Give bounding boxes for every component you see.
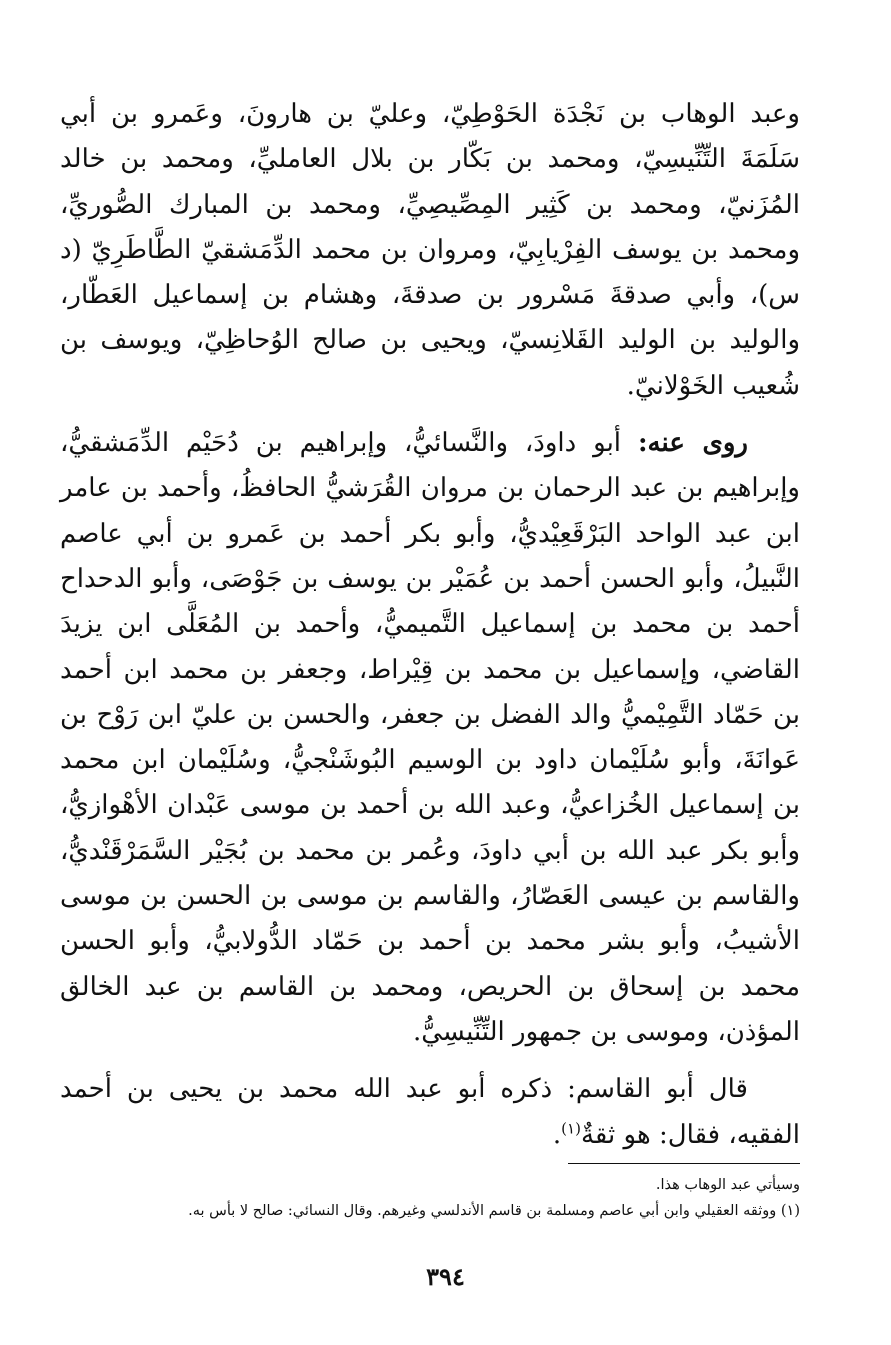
footnotes (30, 1172, 800, 1224)
footnote-reference: (١) (561, 1118, 581, 1137)
narrators-paragraph (60, 421, 800, 1055)
narrated-from-him-label: روى عنه: (637, 428, 748, 459)
footnote-note: وسيأتي عبد الوهاب هذا. (655, 1177, 800, 1193)
page-number: ٣٩٤ (426, 1262, 465, 1291)
evaluation-paragraph (60, 1067, 800, 1158)
footnote-divider (568, 1163, 800, 1164)
main-text (60, 92, 800, 1158)
evaluation-end: . (552, 1119, 562, 1150)
evaluation-text: قال أبو القاسم: ذكره أبو عبد الله محمد بن يحيى بن أحمد الفقيه، فقال: هو ثقةٌ (60, 1074, 800, 1150)
teachers-paragraph: وعبد الوهاب بن نَجْدَة الحَوْطِيّ، وعليّ بن هارونَ، وعَمرو بن أبي سَلَمَةَ التِّنِّيسِيّ، ومحمد بن بَكّار بن بلال العامليِّ، ومحمد بن خالد المُزَنيّ، ومحمد بن كَثِير المِصِّيصِيِّ، ومحمد بن المبارك الصُّوريِّ، ومحمد بن يوسف الفِرْيابِيّ، ومروان بن محمد الدِّمَشقيّ الطَّاطَرِيّ (د س)، وأبي صدقةَ مَسْرور بن صدقةَ، وهشام بن إسماعيل العَطّار، والوليد بن الوليد القَلانِسيّ، ويحيى بن صالح الوُحاظِيّ، ويوسف بن شُعيب الخَوْلانيّ. (60, 99, 800, 401)
footnote-1: (١) ووثقه العقيلي وابن أبي عاصم ومسلمة بن قاسم الأندلسي وغيرهم. وقال النسائي: صالح لا بأس به. (188, 1203, 800, 1219)
narrators-text: أبو داودَ، والنَّسائيُّ، وإبراهيم بن دُحَيْم الدِّمَشقيُّ، وإبراهيم بن عبد الرحمان بن مروان القُرَشيُّ الحافظُ، وأحمد بن عامر ابن عبد الواحد البَرْقَعِيْديُّ، وأبو بكر أحمد بن عَمرو بن أبي عاصم النَّبيلُ، وأبو الحسن أحمد بن عُمَيْر بن يوسف بن جَوْصَى، وأبو الدحداح أحمد بن محمد بن إسماعيل التَّميميُّ، وأحمد بن المُعَلَّى ابن يزيدَ القاضي، وإسماعيل بن محمد بن قِيْراط، وجعفر بن محمد ابن أحمد بن حَمّاد التَّمِيْميُّ والد الفضل بن جعفر، والحسن بن عليّ ابن رَوْح بن عَوانَةَ، وأبو سُلَيْمان داود بن الوسيم البُوشَنْجيُّ، وسُلَيْمان ابن محمد بن إسماعيل الخُزاعيُّ، وعبد الله بن أحمد بن موسى عَبْدان الأهْوازيُّ، وأبو بكر عبد الله بن أبي داودَ، وعُمر بن محمد بن بُجَيْر السَّمَرْقَنْديُّ، والقاسم بن عيسى العَصّارُ، والقاسم بن موسى بن الحسن بن موسى الأشيبُ، وأبو بشر محمد بن أحمد بن حَمّاد الدُّولابيُّ، وأبو الحسن محمد بن إسحاق بن الحريص، ومحمد بن القاسم بن عبد الخالق المؤذن، وموسى بن جمهور التِّنِّيسِيُّ. (60, 428, 801, 1047)
